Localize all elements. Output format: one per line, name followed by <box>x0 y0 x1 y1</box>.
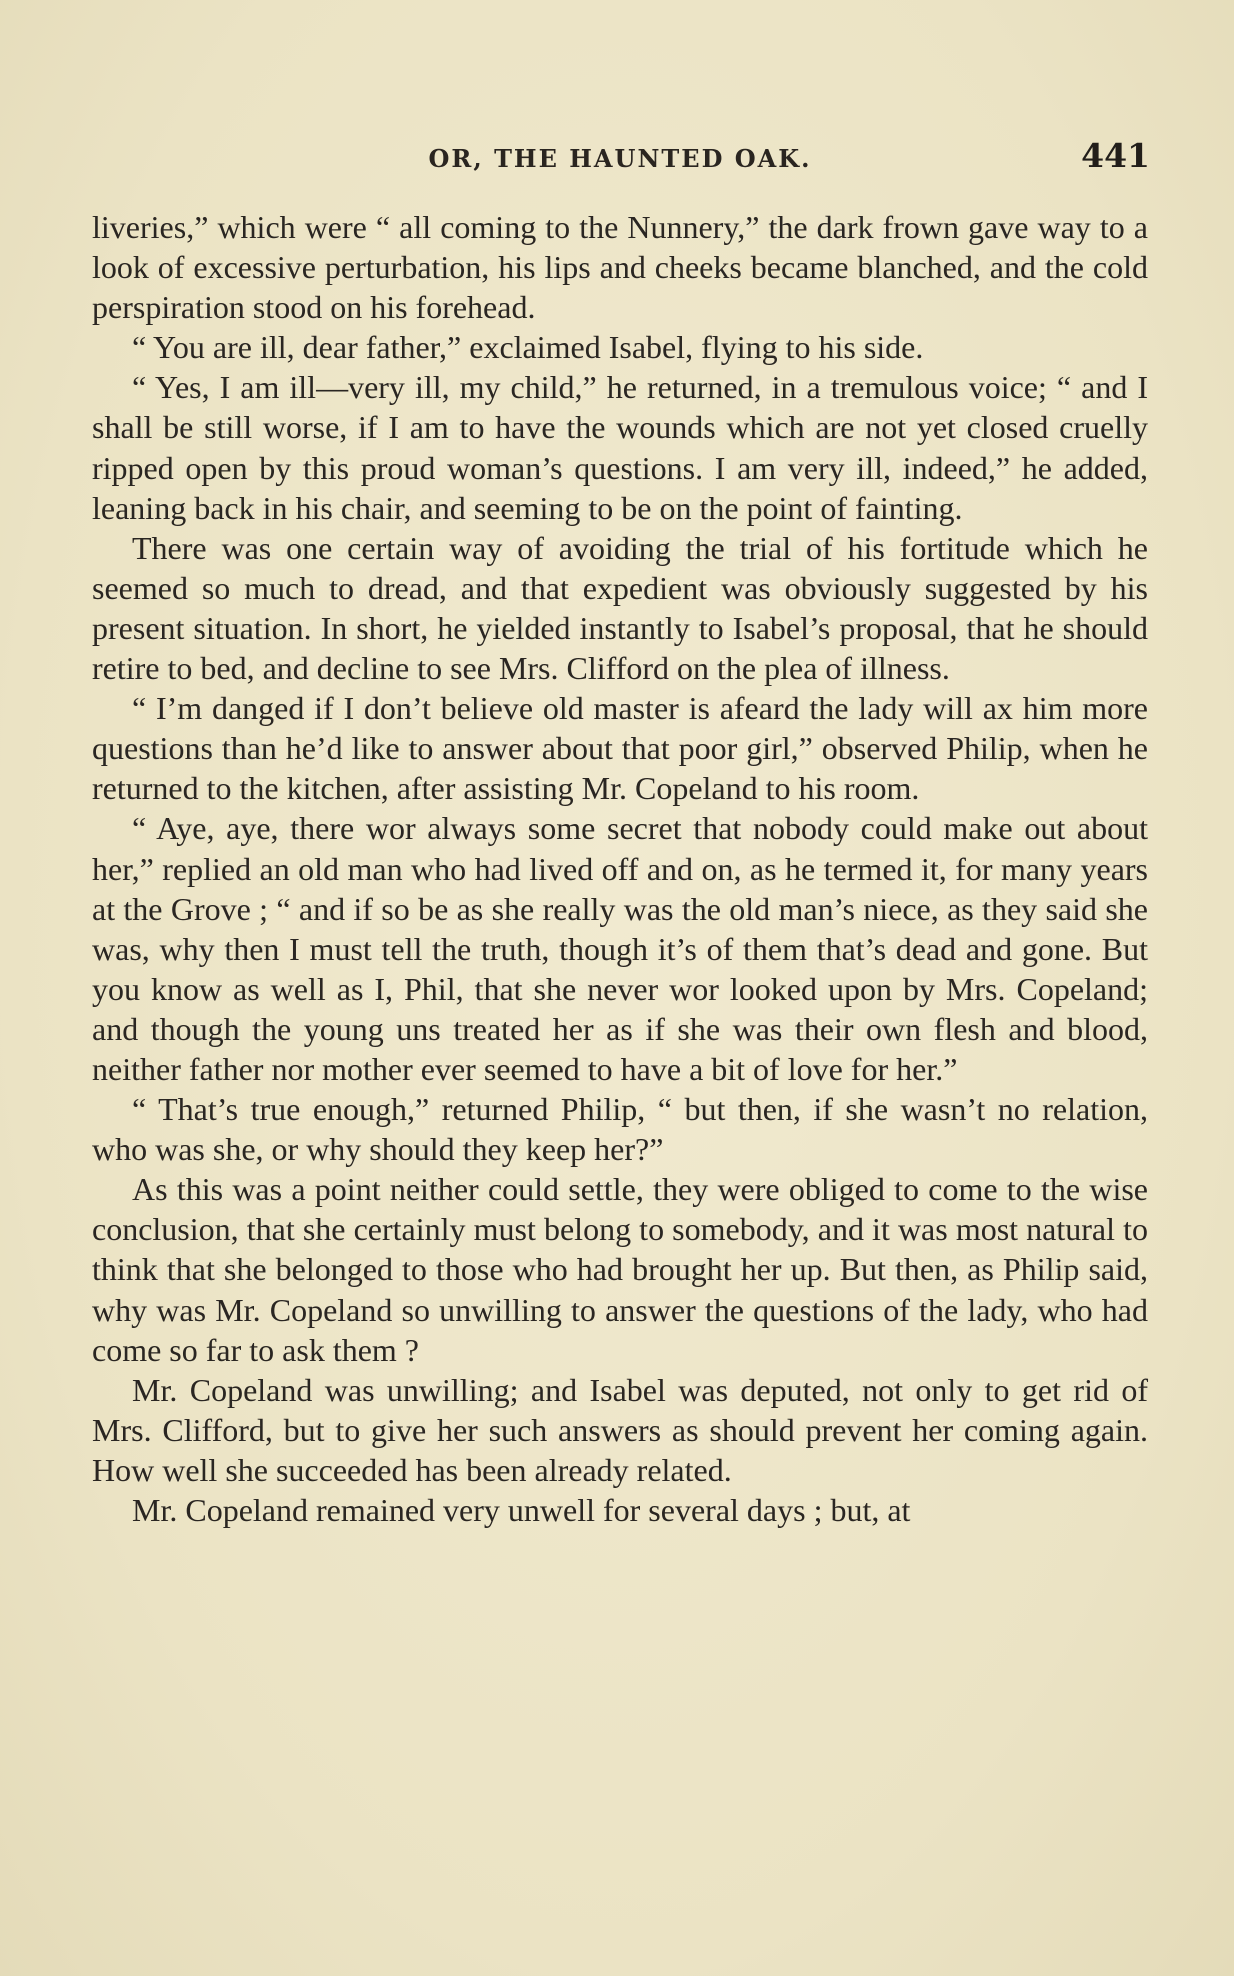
paragraph: “ That’s true enough,” returned Philip, “ but then, if she wasn’t no relation, who was she, or why should they keep her?” <box>92 1091 1148 1168</box>
paragraph: Mr. Copeland remained very unwell for several days ; but, at <box>132 1492 911 1528</box>
paragraph: “ I’m danged if I don’t believe old master is afeard the lady will ax him more questions than he’d like to answer about that poor girl,” observed Philip, when he returned to the kitchen, after assisting Mr. Copeland to his room. <box>92 690 1148 807</box>
paragraph: There was one certain way of avoiding the trial of his fortitude which he seemed so much to dread, and that expedient was obviously suggested by his present situation. In short, he yielded instantly to Isabel’s proposal, that he should retire to bed, and decline to see Mrs. Clifford on the plea of illness. <box>92 529 1148 687</box>
paragraph: Mr. Copeland was unwilling; and Isabel was deputed, not only to get rid of Mrs. Clifford, but to give her such answers as should prevent her coming again. How well she succeeded has been already related. <box>92 1371 1148 1488</box>
running-head: OR, THE HAUNTED OAK. <box>428 144 812 173</box>
page-number: 441 <box>1081 136 1150 175</box>
paragraph: liveries,” which were “ all coming to the Nunnery,” the dark frown gave way to a look of excessive perturbation, his lips and cheeks became blanched, and the cold perspiration stood on his forehead. <box>92 209 1148 326</box>
body-text <box>92 207 1148 1530</box>
paragraph: “ Yes, I am ill—very ill, my child,” he returned, in a tremulous voice; “ and I shall be still worse, if I am to have the wounds which are not yet closed cruelly ripped open by this proud woman’s questions. I am very ill, indeed,” he added, leaning back in his chair, and seeming to be on the point of fainting. <box>92 369 1148 526</box>
paragraph: “ Aye, aye, there wor always some secret that nobody could make out about her,” replied an old man who had lived off and on, as he termed it, for many years at the Grove ; “ and if so be as she really was the old man’s niece, as they said she was, why then I must tell the truth, though it’s of them that’s dead and gone. But you know as well as I, Phil, that she never wor looked upon by Mrs. Copeland; and though the young uns treated her as if she was their own flesh and blood, neither father nor mother ever seemed to have a bit of love for her.” <box>92 810 1148 1087</box>
page-header <box>90 136 1150 180</box>
paragraph: “ You are ill, dear father,” exclaimed Isabel, flying to his side. <box>132 329 924 366</box>
paragraph: As this was a point neither could settle, they were obliged to come to the wise conclusion, that she certainly must belong to somebody, and it was most natural to think that she belonged to those who had brought her up. But then, as Philip said, why was Mr. Copeland so unwilling to answer the questions of the lady, who had come so far to ask them ? <box>92 1171 1148 1368</box>
